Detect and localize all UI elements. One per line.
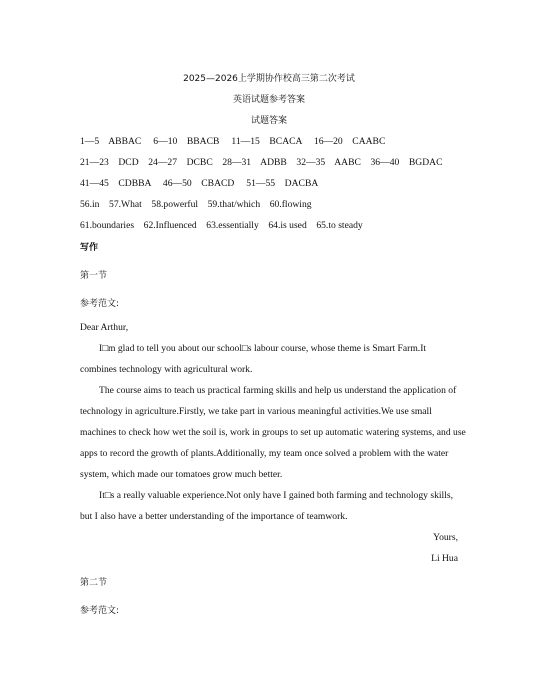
answer-row: 41—45 CDBBA 46—50 CBACD 51—55 DACBA — [80, 178, 319, 189]
exam-title: 2025—2026上学期协作校高三第二次考试 — [183, 74, 355, 84]
letter-line: I□m glad to tell you about our school□s labour course, whose theme is Smart Farm.It — [99, 343, 427, 354]
letter-line: apps to record the growth of plants.Additionally, my team once solved a problem with the water — [80, 448, 449, 459]
answer-row: 61.boundaries 62.Influenced 63.essentially 64.is used 65.to steady — [80, 220, 363, 231]
section-title: 试题答案 — [250, 116, 287, 126]
answer-row: 21—23 DCD 24—27 DCBC 28—31 ADBB 32—35 AABC 36—40 BGDAC — [80, 157, 443, 168]
answer-row: 56.in 57.What 58.powerful 59.that/which 60.flowing — [80, 199, 312, 210]
part-one-heading: 第一节 — [80, 271, 108, 281]
letter-greeting: Dear Arthur, — [80, 322, 129, 333]
sample-essay-label-2: 参考范文: — [80, 606, 120, 616]
letter-line: The course aims to teach us practical farming skills and help us understand the application of — [99, 385, 457, 396]
letter-line: It□s a really valuable experience.Not only have I gained both farming and technology skills, — [99, 490, 453, 501]
letter-line: combines technology with agricultural work. — [80, 364, 253, 375]
sample-essay-label: 参考范文: — [80, 299, 120, 309]
part-two-heading: 第二节 — [80, 578, 108, 588]
exam-subtitle: 英语试题参考答案 — [232, 95, 305, 105]
letter-line: machines to check how wet the soil is, work in groups to set up automatic watering systems, and use — [80, 427, 466, 438]
letter-line: system, which made our tomatoes grow much better. — [80, 469, 283, 480]
letter-line: but I also have a better understanding of the importance of teamwork. — [80, 511, 348, 522]
writing-heading: 写作 — [80, 243, 99, 253]
letter-closing: Yours, — [433, 532, 458, 543]
letter-line: technology in agriculture.Firstly, we take part in various meaningful activities.We use small — [80, 406, 432, 417]
answer-row: 1—5 ABBAC 6—10 BBACB 11—15 BCACA 16—20 CAABC — [80, 136, 386, 147]
letter-signature: Li Hua — [431, 553, 458, 564]
